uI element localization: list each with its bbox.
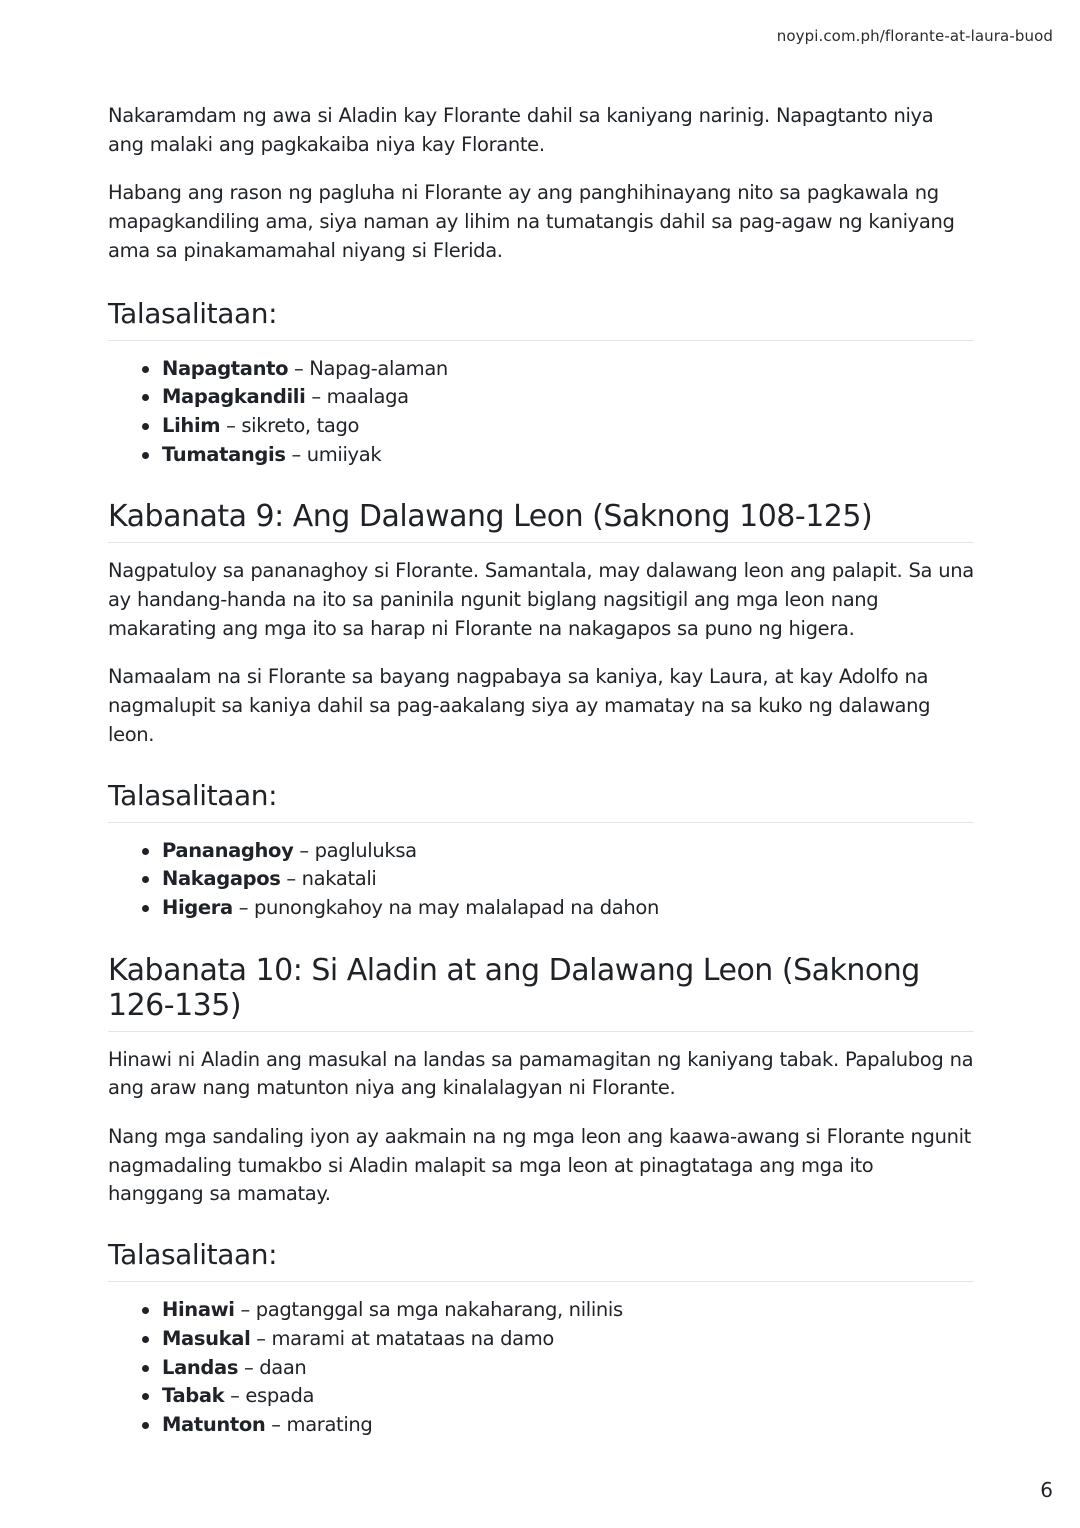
page-number: 6 xyxy=(1040,1478,1053,1502)
glossary-definition: – pagtanggal sa mga nakaharang, nilinis xyxy=(234,1298,623,1322)
glossary-item xyxy=(162,894,974,923)
glossary-term: Masukal xyxy=(162,1326,251,1350)
glossary-definition: – espada xyxy=(224,1384,315,1408)
glossary-term: Lihim xyxy=(162,413,221,437)
glossary-item xyxy=(162,1325,974,1354)
paragraph: Nang mga sandaling iyon ay aakmain na ng mga leon ang kaawa-awang si Florante ngunit nagmadaling tumakbo si Aladin malapit sa mga leon at pinagtataga ang mga ito hanggang sa mamatay. xyxy=(108,1125,971,1206)
glossary-definition: – daan xyxy=(238,1355,307,1379)
glossary-definition: – marating xyxy=(265,1412,373,1436)
chapter-heading: Kabanata 10: Si Aladin at ang Dalawang Leon (Saknong 126-135) xyxy=(108,953,974,1032)
glossary-definition: – nakatali xyxy=(280,867,377,891)
glossary-definition: – maalaga xyxy=(305,385,409,409)
glossary-term: Pananaghoy xyxy=(162,838,294,862)
glossary-term: Nakagapos xyxy=(162,867,281,891)
paragraph: Habang ang rason ng pagluha ni Florante ay ang panghihinayang nito sa pagkawala ng mapagkandiling ama, siya naman ay lihim na tumatangis dahil sa pag-agaw ng kaniyang ama sa pinakamamahal niyang si Flerida. xyxy=(108,181,955,262)
glossary-term: Matunton xyxy=(162,1412,266,1436)
glossary-definition: – marami at matataas na damo xyxy=(250,1326,554,1350)
glossary-term: Napagtanto xyxy=(162,356,289,380)
glossary-item xyxy=(162,412,974,441)
glossary-term: Higera xyxy=(162,895,233,919)
paragraph: Namaalam na si Florante sa bayang nagpabaya sa kaniya, kay Laura, at kay Adolfo na nagmalupit sa kaniya dahil sa pag-aakalang siya ay mamatay na sa kuko ng dalawang leon. xyxy=(108,665,931,746)
glossary-definition: – punongkahoy na may malalapad na dahon xyxy=(232,895,659,919)
glossary-term: Tumatangis xyxy=(162,442,286,466)
glossary-item xyxy=(162,355,974,384)
glossary-item xyxy=(162,1382,974,1411)
glossary-heading: Talasalitaan: xyxy=(108,1237,974,1282)
glossary-item xyxy=(162,1296,974,1325)
paragraph: Nagpatuloy sa pananaghoy si Florante. Samantala, may dalawang leon ang palapit. Sa una ay handang-handa na ito sa paninila ngunit biglang nagsitigil ang mga leon nang makarating ang mga ito sa harap ni Florante na nakagapos sa puno ng higera. xyxy=(108,559,974,640)
glossary-heading: Talasalitaan: xyxy=(108,296,974,341)
glossary-term: Landas xyxy=(162,1355,239,1379)
glossary-term: Mapagkandili xyxy=(162,385,306,409)
chapter-heading: Kabanata 9: Ang Dalawang Leon (Saknong 108-125) xyxy=(108,499,974,543)
glossary-list xyxy=(108,1296,974,1440)
glossary-item xyxy=(162,1411,974,1440)
glossary-item xyxy=(162,837,974,866)
glossary-item xyxy=(162,1354,974,1383)
glossary-list xyxy=(108,355,974,470)
glossary-definition: – sikreto, tago xyxy=(220,413,360,437)
glossary-term: Hinawi xyxy=(162,1298,235,1322)
glossary-definition: – pagluluksa xyxy=(293,838,417,862)
glossary-term: Tabak xyxy=(162,1384,225,1408)
document-body xyxy=(108,102,974,1440)
paragraph: Hinawi ni Aladin ang masukal na landas sa pamamagitan ng kaniyang tabak. Papalubog na ang araw nang matunton niya ang kinalalagyan ni Florante. xyxy=(108,1047,974,1100)
glossary-heading: Talasalitaan: xyxy=(108,778,974,823)
glossary-item xyxy=(162,441,974,470)
glossary-item xyxy=(162,383,974,412)
paragraph: Nakaramdam ng awa si Aladin kay Florante dahil sa kaniyang narinig. Napagtanto niya ang malaki ang pagkakaiba niya kay Florante. xyxy=(108,104,934,156)
glossary-definition: – umiiyak xyxy=(285,442,382,466)
source-url: noypi.com.ph/florante-at-laura-buod xyxy=(776,27,1053,45)
glossary-definition: – Napag-alaman xyxy=(288,356,448,380)
glossary-list xyxy=(108,837,974,923)
glossary-item xyxy=(162,865,974,894)
